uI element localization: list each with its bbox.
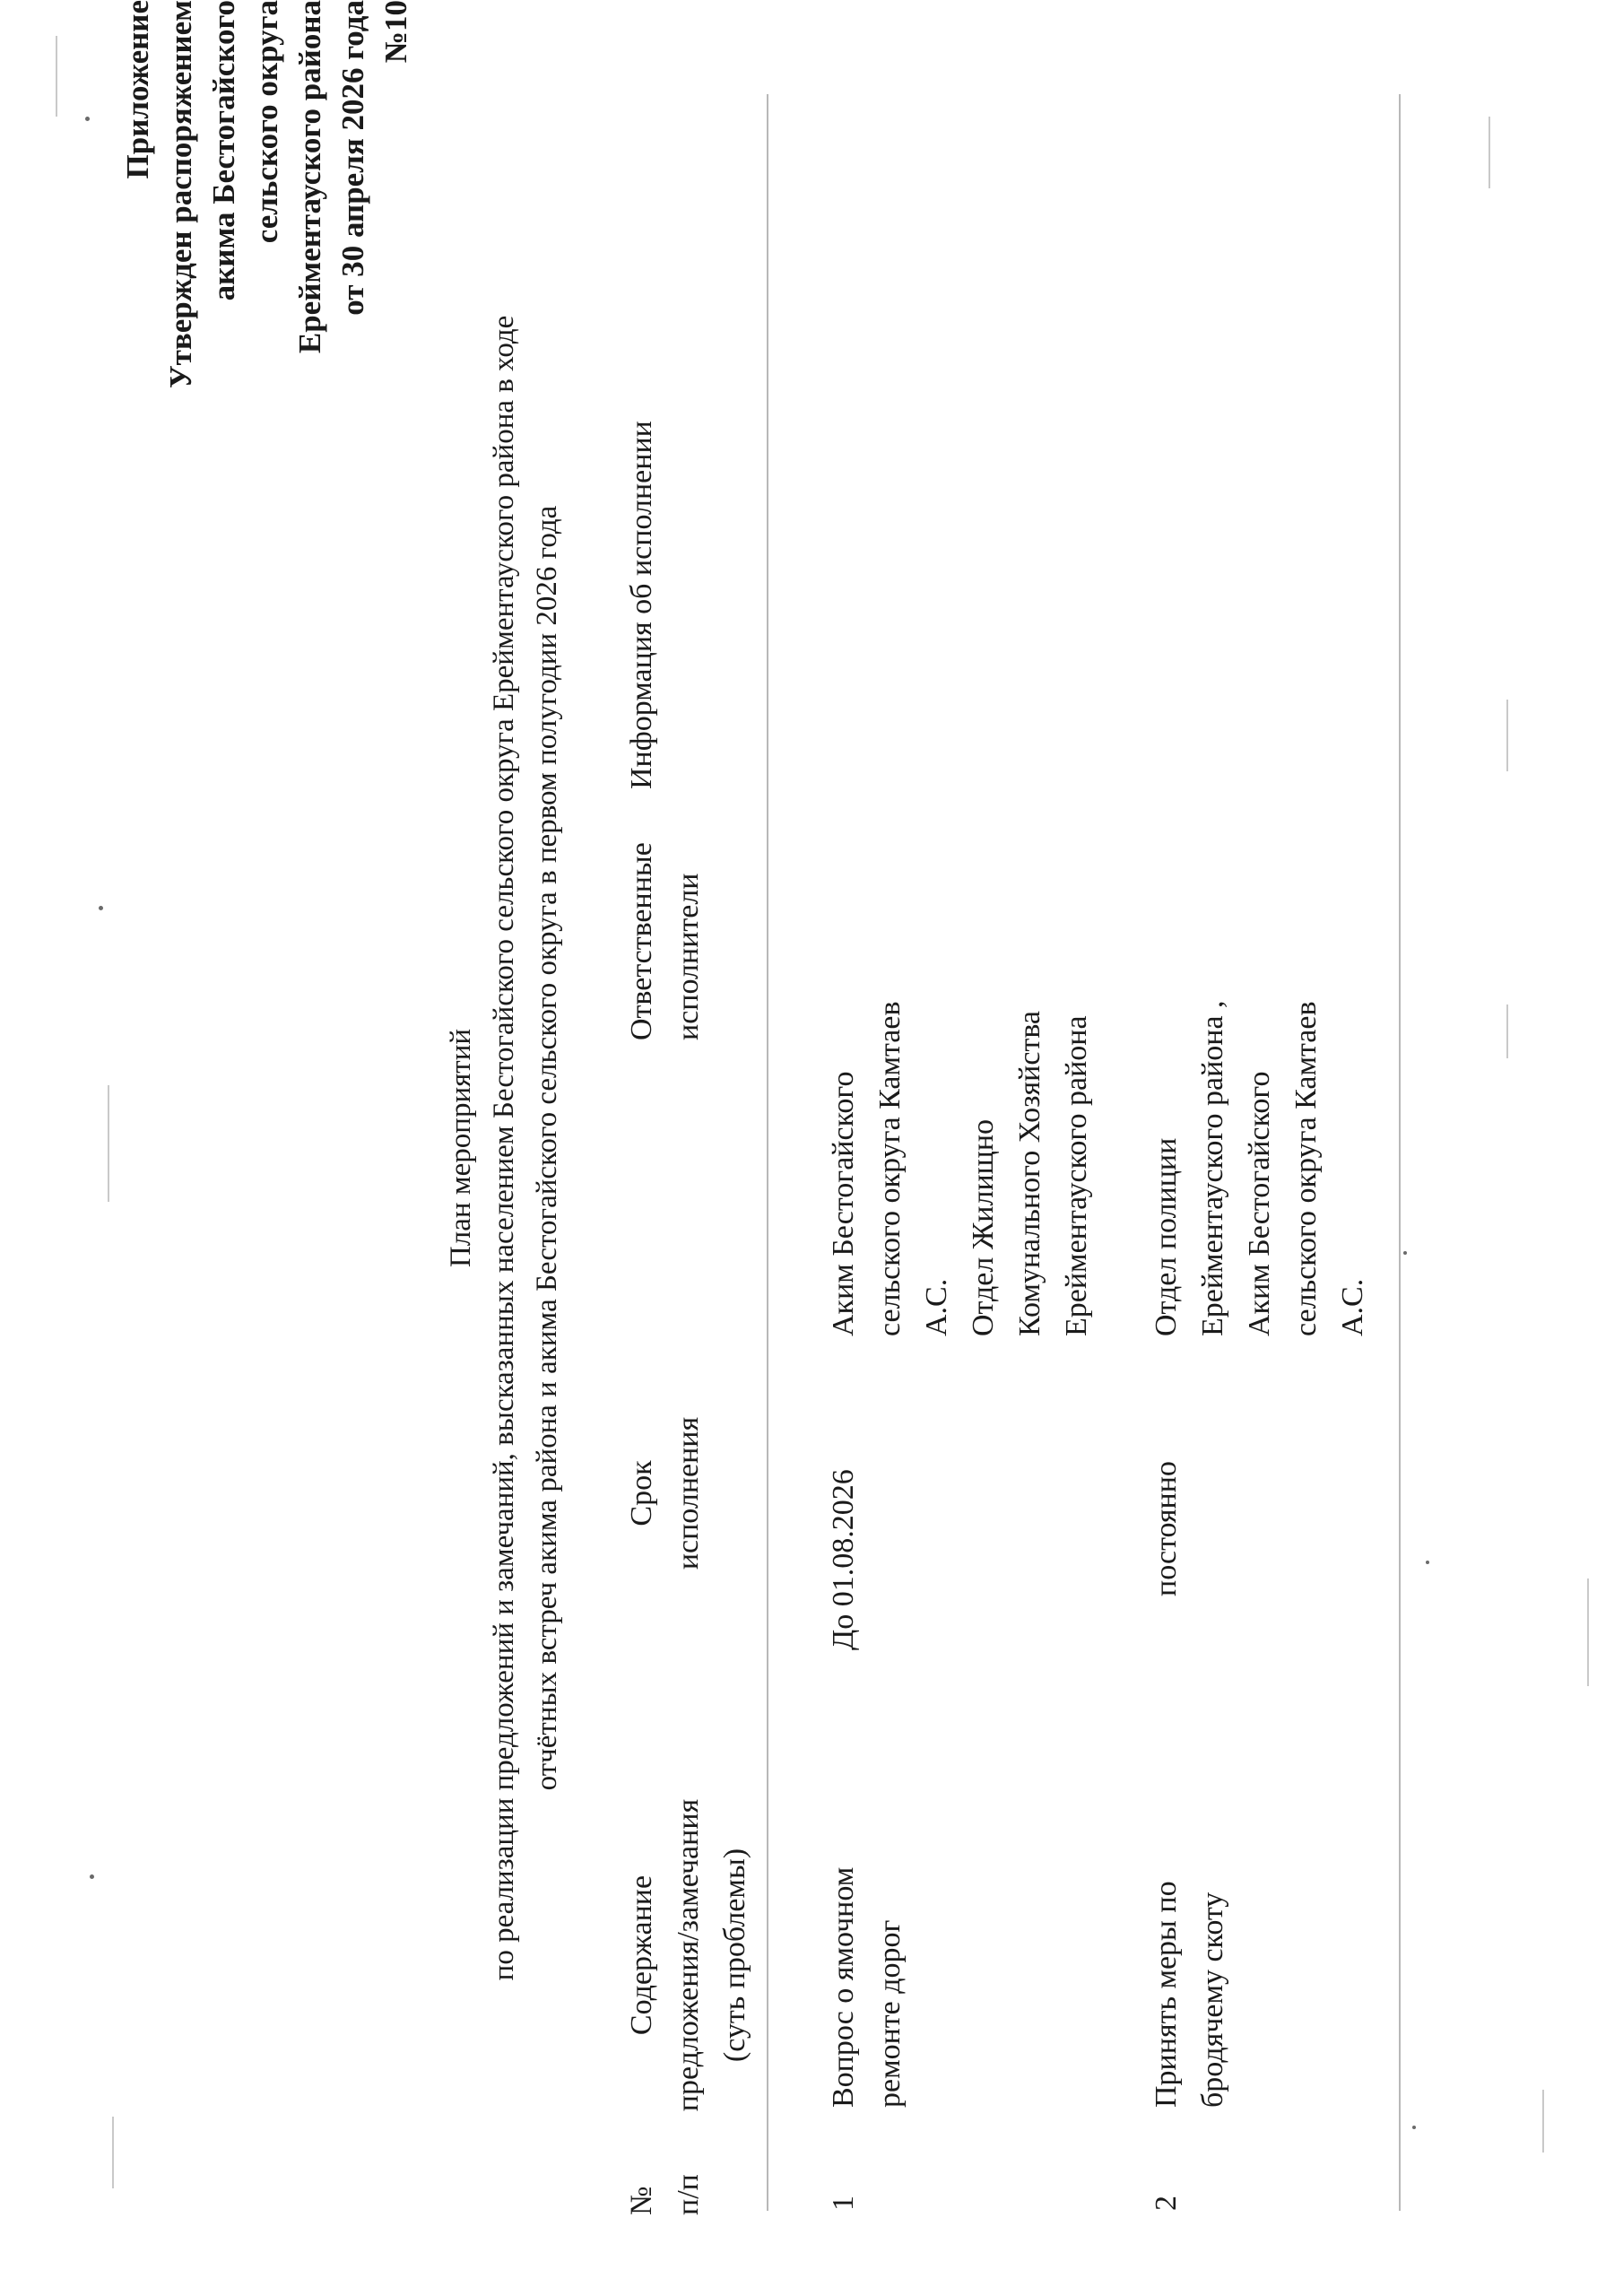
approval-line: акима Бестогайского <box>206 0 241 301</box>
header-deadline <box>619 1390 712 1596</box>
approval-line: от 30 апреля 2026 года <box>335 0 370 316</box>
cell-line: Принять меры по <box>1150 1881 1183 2108</box>
cell-line: Отдел Жилищно <box>967 1118 1000 1336</box>
approval-line: Ерейментауского района <box>292 0 327 354</box>
header-line: исполнители <box>672 873 705 1040</box>
cell-line: Вопрос о ямочном <box>827 1866 860 2108</box>
header-line: Содержание <box>625 1874 658 2036</box>
header-line: п/п <box>672 2174 705 2215</box>
cell-line: сельского округа Камтаев <box>873 1001 907 1336</box>
plan-title <box>439 0 568 2296</box>
header-num <box>619 2152 712 2215</box>
cell-line: Комунального Хозяйства <box>1013 1010 1046 1336</box>
cell-responsible <box>1143 834 1376 1336</box>
cell-line: Отдел полиции <box>1150 1137 1183 1336</box>
header-line: Информация об исполнении <box>625 421 658 789</box>
cell-line: А.С. <box>920 1278 953 1336</box>
approval-line: №10 <box>378 0 413 64</box>
table-rule <box>767 94 768 2211</box>
cell-line: Ерейментауского района <box>1060 1015 1093 1336</box>
cell-line: Аким Бестогайского <box>827 1071 860 1336</box>
cell-num: 1 <box>827 2196 860 2211</box>
approval-line: Утвержден распоряжением <box>163 0 198 389</box>
approval-line: Приложение <box>120 0 155 179</box>
cell-num: 2 <box>1150 2196 1183 2211</box>
cell-deadline: До 01.08.2026 <box>827 1469 860 1650</box>
cell-line: сельского округа Камтаев <box>1289 1001 1323 1336</box>
approval-block <box>117 0 418 466</box>
header-line: предложения/замечания <box>672 1798 705 2112</box>
table-rule <box>1399 94 1401 2211</box>
cell-content <box>1143 1731 1237 2108</box>
cell-deadline: постоянно <box>1150 1461 1183 1596</box>
header-line: исполнения <box>672 1416 705 1570</box>
header-line: Срок <box>625 1460 658 1526</box>
header-responsible <box>619 753 712 1040</box>
plan-title-main: План мероприятий <box>445 1028 477 1268</box>
header-content <box>619 1776 759 2135</box>
cell-line: Аким Бестогайского <box>1243 1071 1276 1336</box>
cell-line: ремонте дорог <box>873 1919 907 2108</box>
plan-title-line: отчётных встреч акима района и акима Бестогайского сельского округа в первом полугодии 2026 года <box>531 505 563 1791</box>
header-info <box>619 359 665 789</box>
header-line: № <box>625 2186 658 2215</box>
cell-content <box>820 1731 914 2108</box>
plan-title-line: по реализации предложений и замечаний, высказанных населением Бестогайского сельского округа Ерейментауского района в ходе <box>488 315 520 1981</box>
header-line: (суть проблемы) <box>718 1848 751 2063</box>
approval-line: сельского округа <box>249 0 284 244</box>
cell-responsible <box>820 834 1100 1336</box>
cell-line: Ерейментауского района , <box>1196 1000 1229 1336</box>
header-line: Ответственные <box>625 842 658 1040</box>
cell-line: бродячему скоту <box>1196 1892 1229 2108</box>
cell-line: А.С. <box>1336 1278 1369 1336</box>
